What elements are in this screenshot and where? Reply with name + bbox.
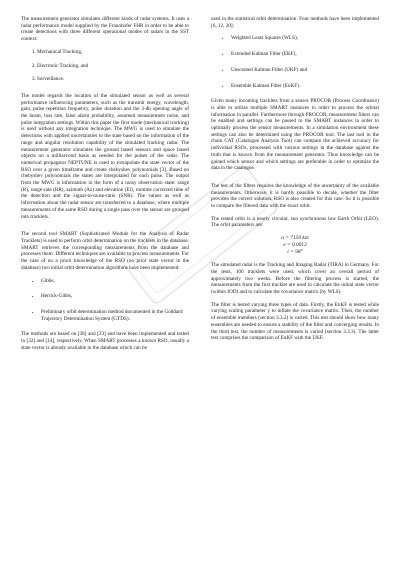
iod-methods-list: [21, 278, 189, 323]
paragraph-filter-test: The test of the filters requires the knowledge of the uncertainty of the available measurements. Otherwise, it is hardly possible to decide, whether the filter provides the correct solution. RSO is also created for this case. So it is possible to compare the filtered data with the exact orbit.: [211, 182, 379, 210]
paragraph-statistical-od: used in the statistical orbit determination. Four methods have been implemented [6, 12, 20]:: [211, 16, 379, 29]
list-item: • Ensemble Kalman Filter (EnKF).: [231, 83, 379, 90]
list-item: • Gibbs,: [41, 278, 189, 285]
left-column: [21, 16, 189, 357]
paragraph-smart: The second tool SMART (Sophisticated Module for the Analysis of Radar Tracklets) is used to perform orbit determination on the tracklets in the database. SMART retrieves the corresponding measurements from the database and processes them. Different techniques are available to process measurements. For the case of no a priori knowledge of the RSO (no prior state vector in the database) two initial orbit determination algorithms have been implemented:: [21, 231, 189, 271]
list-item: • Herrick-Gibbs,: [41, 293, 189, 300]
paragraph-procor: Given many incoming tracklets from a sensor PROCOR (Process Coordinator) is able to utilize multiple SMART instances in order to process the orbital information in parallel. Furthermore through PROCOR, measurement filters can be enabled and settings can be passed to the SMART instances in order to optimally process the sensor measurements. In a simulation environment these settings can also be determined using the PROCOR tool. The last tool in the chain CAT (Catalogue Analysis Tool) can compare the achieved accuracy for individual RSOs, processed with various settings in the database against the truth that is known from the measurement generator. Thus knowledge can be gained which sensor and which settings are preferable in order to optimize the data in the catalogue.: [211, 98, 379, 172]
operational-modes-list: [21, 49, 189, 83]
list-item: 3. Surveillance.: [37, 76, 189, 83]
paragraph-model: The model regards the location of the simulated sensor as well as several performance influencing parameters, such as the transmit energy, wavelength, gain, pulse repetition frequency, pulse duration and the 3-db opening angle of the beam, loss rate, false alarm probability, assumed measurement noise, and pulse integration settings. Within this paper the first mode (mechanical tracking) is used without any integration technique. The MWG is used to simulate the detections with applied uncertainties to the state based on the information of the range and angular resolution capability of the simulated tracking radar. The measurement generator simulates the ground based sensors and space based objects on a millisecond basis as needed for the pulses of the radar. The numerical propagator NEPTUNE is used to extrapolate the state vector of the RSO over a given timeframe and create chebyshev polynomials [3]. Based on chebyshev polynomials the states are interpolated for each pulse. The output from the MWG is information in the form of a noisy observation state: range (R), range-rate (RR), azimuth (Az) and elevation (El), runtime corrected time of the detection and the signal-to-noise-ratio (SNR). The values as well as information about the radar sensor are transferred to a database, where multiple measurements of the same RSO during a single pass over the sensor are grouped into tracklets.: [21, 92, 189, 220]
orbit-parameters-equations: [211, 235, 379, 256]
list-item: • Unscented Kalman Filter (UKF) and: [231, 67, 379, 74]
paragraph-filter-varying: The filter is tested varying three types of data. Firstly, the EnKF is tested while varying scaling parameter γ to inflate the covariance matrix. Then, the number of ensemble members (section 3.3.2) is varied. This test should show how many ensembles are needed to ensure a stability of the filter and converging results. In the third test, the number of measurements is varied (section 3.3.3). The latter test comprises the comparison of EnKF with the UKF.: [211, 301, 379, 342]
equation-eccentricity: e = 0.0012: [283, 242, 307, 249]
list-item: • Extended Kalman Filter (EKF),: [231, 51, 379, 58]
paragraph-simulated-radar: The simulated radar is the Tracking and Imaging Radar (TIRA) in Germany. For the tests, 100 tracklets were used, which cover an overall period of approximately two weeks. Before the filtering process is started, the measurements from the first tracklet are used to calculate the initial state vector (within IOD) and to calculate the covariance matrix (by WLS).: [211, 262, 379, 295]
list-item: 2. Electronic Tracking, and: [37, 63, 189, 70]
list-item: • Preliminary orbit determination method documented in the Goddard Trajectory Determination System (GTDS).: [41, 309, 189, 322]
list-item: • Weighted Least Squares (WLS),: [231, 35, 379, 42]
paragraph-tested-orbit: The tested orbit is a nearly circular, sun synchronous low Earth Orbit (LEO). The orbit parameters are:: [211, 215, 379, 229]
equation-inclination: i = 98°: [287, 249, 303, 256]
paragraph-methods-based: The methods are based on [38] and [23] and have been implemented and tested in [32] and [14], respectively. When SMART processes a known RSO, usually a state vector is already available in the database which can be: [21, 331, 189, 351]
list-item: 1. Mechanical Tracking,: [37, 49, 189, 56]
paragraph-radar-systems: The measurement generator simulates different kinds of radar systems. It uses a radar performance model supplied by the Fraunhofer FHR in order to be able to create detections with three different operational modes of radars in the SST context:: [21, 16, 189, 43]
filter-methods-list: [211, 35, 379, 89]
equation-semi-major-axis: a = 7150 km: [281, 235, 309, 242]
right-column: [211, 16, 379, 348]
